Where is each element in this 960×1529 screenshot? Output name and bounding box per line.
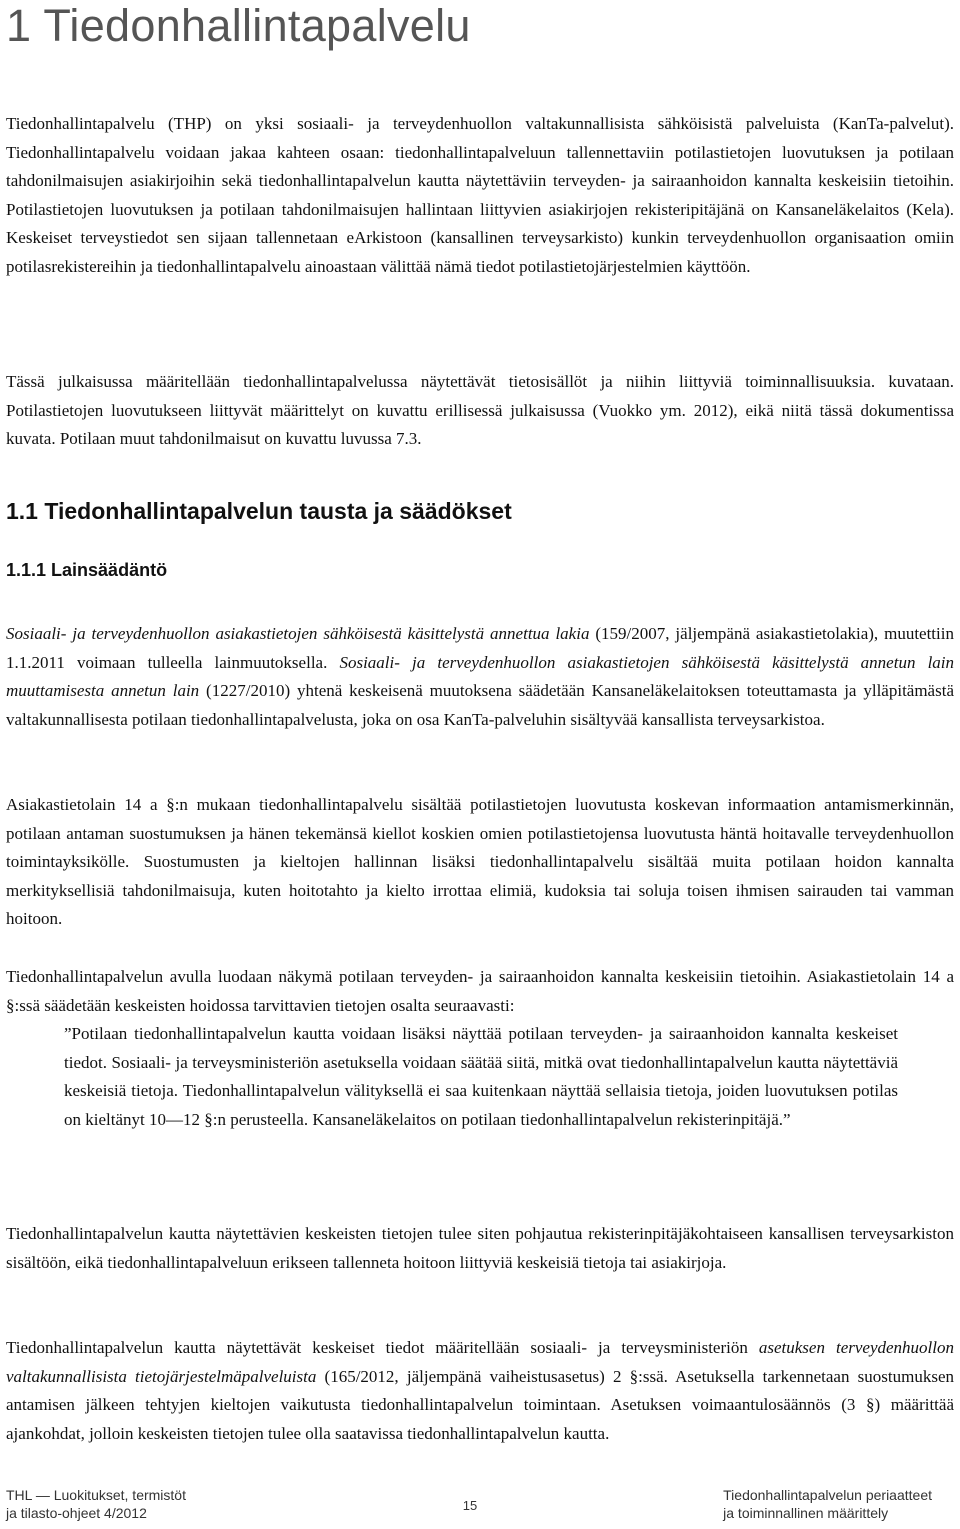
law-paragraph-3: Tiedonhallintapalvelun avulla luodaan näkymä potilaan terveyden- ja sairaanhoidon kannalta keskeisiin tietoihin. Asiakastietolain 14 a §:ssä säädetään keskeisten hoidossa tarvittavien tietojen osalta seuraavasti:	[6, 967, 954, 1015]
law-title-italic-a: Sosiaali- ja terveydenhuollon asiakastietojen sähköisestä käsittelystä annettua lakia	[6, 624, 590, 643]
page-number: 15	[462, 1498, 478, 1513]
footer-publication	[6, 1486, 186, 1522]
law-quote: ”Potilaan tiedonhallintapalvelun kautta voidaan lisäksi näyttää potilaan terveyden- ja sairaanhoidon kannalta keskeiset tiedot. Sosiaali- ja terveysministeriön asetuksella voidaan säätää siitä, mitkä ovat tiedonhallintapalvelun kautta näytettäviä keskeisiä tietoja. Tiedonhallintapalvelun välityksellä ei saa kuitenkaan näyttää sellaisia tietoja, joiden luovutuksen potilas on kieltänyt 10—12 §:n perusteella. Kansaneläkelaitos on potilaan tiedonhallintapalvelun rekisterinpitäjä.”	[64, 1024, 898, 1129]
law-text-a: (159/2007, jäljempänä asiakastietolakia), muutettiin 1.1.2011 voimaan tulleella lainmuutoksella.	[6, 624, 954, 672]
subsection-heading: 1.1.1 Lainsäädäntö	[6, 560, 168, 580]
law-paragraph-1	[6, 620, 954, 734]
law-text-b: (1227/2010) yhtenä keskeisenä muutoksena säädetään Kansaneläkelaitoksen toteuttamasta ja ylläpitämästä valtakunnallisesta potilaan tiedonhallintapalvelusta, joka on osa KanTa-palveluhin sisältyvää kansallista terveysarkistoa.	[6, 681, 954, 729]
chapter-title: 1 Tiedonhallintapalvelu	[6, 0, 471, 51]
footer-right-line-1: Tiedonhallintapalvelun periaatteet	[723, 1487, 932, 1503]
footer-left-line-1: THL — Luokitukset, termistöt	[6, 1487, 186, 1503]
law-p5-italic: asetuksen terveydenhuollon valtakunnallisista tietojärjestelmäpalveluista	[6, 1338, 954, 1386]
intro-paragraph-2: Tässä julkaisussa määritellään tiedonhallintapalvelussa näytettävät tietosisällöt ja niihin liittyviä toiminnallisuuksia. kuvataan. Potilastietojen luovutukseen liittyvät määrittelyt on kuvattu erillisessä julkaisussa (Vuokko ym. 2012), eikä niitä tässä dokumentissa kuvata. Potilaan muut tahdonilmaisut on kuvattu luvussa 7.3.	[6, 372, 954, 449]
law-paragraph-2: Asiakastietolain 14 a §:n mukaan tiedonhallintapalvelu sisältää potilastietojen luovutusta koskevan informaation antamismerkinnän, potilaan antaman suostumuksen ja hänen tekemänsä kiellot koskien omien potilastietojensa luovutusta häntä hoitavalle terveydenhuollon toimintayksikölle. Suostumusten ja kieltojen hallinnan lisäksi tiedonhallintapalvelu sisältää muita potilaan hoidon kannalta merkityksellisiä tahdonilmaisuja, kuten hoitotahto ja kielto irrottaa elimiä, kudoksia tai soluja toisen ihmisen sairauden tai vamman hoitoon.	[6, 795, 954, 929]
law-paragraph-4: Tiedonhallintapalvelun kautta näytettävien keskeisten tietojen tulee siten pohjautua rekisterinpitäjäkohtaiseen kansallisen terveysarkiston sisältöön, eikä tiedonhallintapalveluun erikseen tallenneta hoitoon liittyviä keskeisiä tietoja tai asiakirjoja.	[6, 1224, 954, 1272]
section-heading: 1.1 Tiedonhallintapalvelun tausta ja säädökset	[6, 498, 512, 524]
footer-document-title	[723, 1486, 932, 1522]
law-paragraph-5	[6, 1334, 954, 1448]
footer-left-line-2: ja tilasto-ohjeet 4/2012	[6, 1505, 147, 1521]
intro-paragraph-1: Tiedonhallintapalvelu (THP) on yksi sosiaali- ja terveydenhuollon valtakunnallisista sähköisistä palveluista (KanTa-palvelut). Tiedonhallintapalvelu voidaan jakaa kahteen osaan: tiedonhallintapalveluun tallennettaviin potilastietojen luovutuksen ja potilaan tahdonilmaisujen asiakirjoihin sekä tiedonhallintapalvelun kautta näytettäviin terveyden- ja sairaanhoidon kannalta keskeisiin tietoihin. Potilastietojen luovutuksen ja potilaan tahdonilmaisujen hallintaan liittyvien asiakirjojen rekisteripitäjänä on Kansaneläkelaitos (Kela). Keskeiset terveystiedot sen sijaan tallennetaan eArkistoon (kansallinen terveysarkisto) kunkin terveydenhuollon organisaation omiin potilasrekistereihin ja tiedonhallintapalvelu ainoastaan välittää nämä tiedot potilastietojärjestelmien käyttöön.	[6, 114, 954, 276]
law-p5-text-b: (165/2012, jäljempänä vaiheistusasetus) 2 §:ssä. Asetuksella tarkennetaan suostumuksen antamisen jälkeen tehtyjen kieltojen vaikutusta tiedonhallintapalvelun toimintaan. Asetuksen voimaantulosäännös (3 §) määrittää ajankohdat, jolloin keskeisten tietojen tulee olla saatavissa tiedonhallintapalvelun kautta.	[6, 1366, 954, 1443]
law-title-italic-b: Sosiaali- ja terveydenhuollon asiakastietojen sähköisestä käsittelystä annetun lain muuttamisesta annetun lain	[6, 652, 955, 701]
footer-right-line-2: ja toiminnallinen määrittely	[723, 1505, 889, 1521]
law-p5-text-a: Tiedonhallintapalvelun kautta näytettävät keskeiset tiedot määritellään sosiaali- ja terveysministeriön	[6, 1338, 759, 1357]
